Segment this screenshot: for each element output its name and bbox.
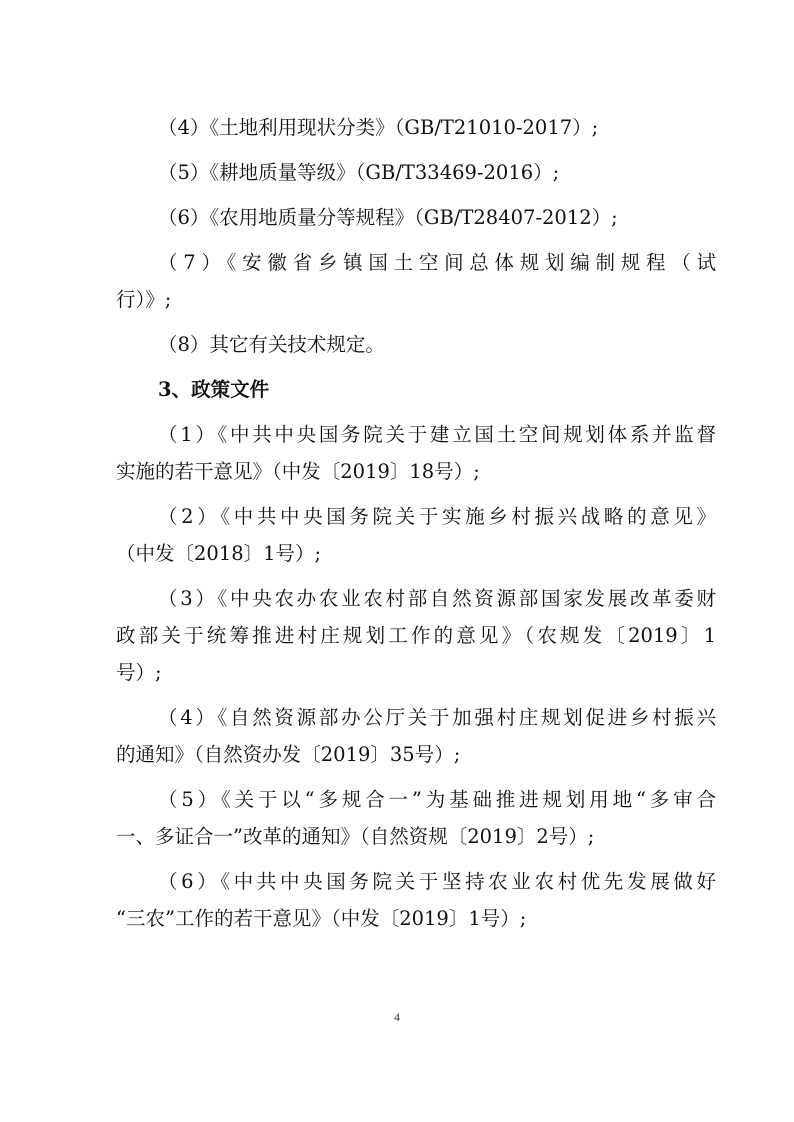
standard-item-4: （4）《土地利用现状分类》（GB/T21010-2017）;: [158, 116, 599, 139]
policy-item-4-line2: 的通知》（自然资办发〔2019〕35号）;: [116, 743, 461, 766]
policy-item-2-line1: （2）《中共中央国务院关于实施乡村振兴战略的意见》: [158, 505, 716, 528]
standard-item-5: （5）《耕地质量等级》（GB/T33469-2016）;: [158, 161, 560, 184]
standard-item-8: （8）其它有关技术规定。: [158, 333, 385, 356]
policy-item-2-line2: （中发〔2018〕1号）;: [116, 542, 322, 565]
policy-item-3-line1: （3）《中央农办农业农村部自然资源部国家发展改革委财: [158, 587, 716, 610]
standard-item-7-line1: （7）《安徽省乡镇国土空间总体规划编制规程（试: [158, 251, 716, 274]
policy-item-6-line1: （6）《中共中央国务院关于坚持农业农村优先发展做好: [158, 870, 716, 893]
policy-item-4-line1: （4）《自然资源部办公厅关于加强村庄规划促进乡村振兴: [158, 706, 716, 729]
page-number: 4: [394, 1010, 400, 1024]
policy-item-6-line2: “三农”工作的若干意见》（中发〔2019〕1号）;: [116, 907, 527, 930]
section-3-heading: 3、政策文件: [158, 378, 270, 401]
policy-item-1-line2: 实施的若干意见》（中发〔2019〕18号）;: [116, 460, 480, 483]
policy-item-1-line1: （1）《中共中央国务院关于建立国土空间规划体系并监督: [158, 423, 716, 446]
policy-item-3-line3: 号）;: [116, 661, 162, 684]
policy-item-5-line1: （5）《关于以“多规合一”为基础推进规划用地“多审合: [158, 788, 716, 811]
standard-item-6: （6）《农用地质量分等规程》（GB/T28407-2012）;: [158, 206, 618, 229]
standard-item-7-line2: 行）》;: [116, 288, 172, 311]
policy-item-5-line2: 一、多证合一”改革的通知》（自然资规〔2019〕2号）;: [116, 825, 595, 848]
policy-item-3-line2: 政部关于统筹推进村庄规划工作的意见》（农规发〔2019〕1: [116, 624, 716, 647]
